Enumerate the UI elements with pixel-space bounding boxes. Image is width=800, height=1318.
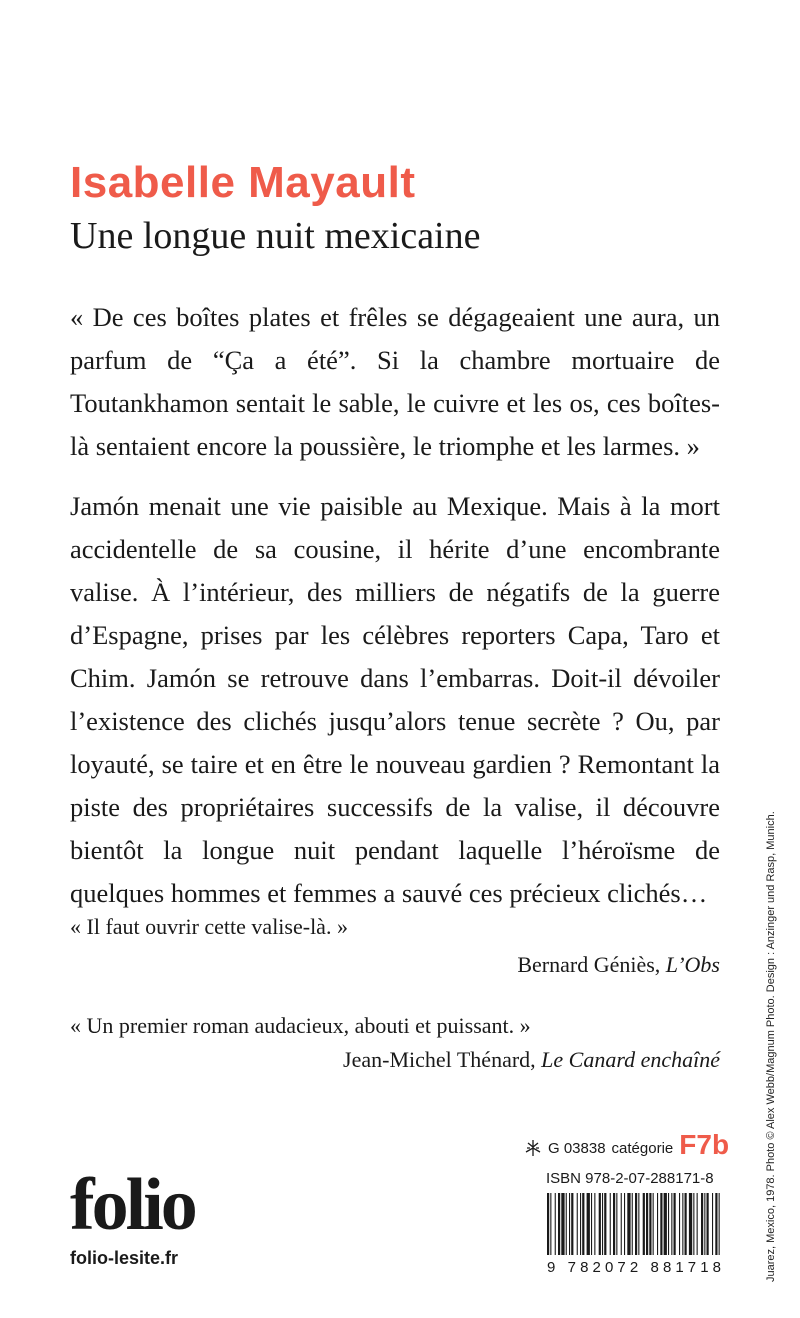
barcode-bars bbox=[547, 1193, 720, 1255]
barcode-bar bbox=[649, 1193, 651, 1255]
barcode-bar bbox=[646, 1193, 648, 1255]
barcode-bar bbox=[561, 1193, 564, 1255]
barcode-bar bbox=[547, 1193, 549, 1255]
barcode-bar bbox=[719, 1193, 720, 1255]
barcode-bar bbox=[604, 1193, 606, 1255]
barcode-bar bbox=[594, 1193, 595, 1255]
barcode-bar bbox=[679, 1193, 680, 1255]
review-source-2: Le Canard enchaîné bbox=[541, 1047, 720, 1072]
review-source-1: L’Obs bbox=[665, 952, 720, 977]
folio-logo: folio bbox=[70, 1164, 195, 1246]
barcode-bar bbox=[582, 1193, 584, 1255]
barcode-bar bbox=[566, 1193, 567, 1255]
barcode-bar bbox=[624, 1193, 625, 1255]
review-attribution-2 bbox=[343, 1047, 720, 1073]
catalog-line bbox=[524, 1129, 730, 1160]
barcode-bar bbox=[577, 1193, 578, 1255]
review-quote-2: « Un premier roman audacieux, abouti et puissant. » bbox=[70, 1013, 531, 1038]
barcode-bar bbox=[602, 1193, 603, 1255]
barcode-bar bbox=[693, 1193, 694, 1255]
review-author-2: Jean-Michel Thénard, bbox=[343, 1047, 536, 1072]
book-title: Une longue nuit mexicaine bbox=[70, 215, 481, 257]
barcode-bar bbox=[635, 1193, 637, 1255]
isbn-barcode bbox=[545, 1193, 723, 1275]
barcode-bar bbox=[571, 1193, 573, 1255]
barcode-bar bbox=[638, 1193, 639, 1255]
photo-design-credit: Juarez, Mexico, 1978. Photo © Alex Webb/Magnum Photo. Design : Anzinger und Rasp, Munich. bbox=[765, 811, 777, 1282]
barcode-bar bbox=[569, 1193, 570, 1255]
review-attribution-1 bbox=[517, 952, 720, 978]
category-label: catégorie bbox=[611, 1140, 674, 1157]
barcode-bar bbox=[664, 1193, 667, 1255]
barcode-bar bbox=[712, 1193, 713, 1255]
author-name: Isabelle Mayault bbox=[70, 158, 416, 207]
barcode-bar bbox=[701, 1193, 703, 1255]
barcode-bar bbox=[653, 1193, 654, 1255]
barcode-bar bbox=[704, 1193, 705, 1255]
barcode-bar bbox=[587, 1193, 590, 1255]
isbn: ISBN 978-2-07-288171-8 bbox=[546, 1170, 714, 1187]
barcode-bar bbox=[621, 1193, 622, 1255]
barcode-bar bbox=[697, 1193, 698, 1255]
barcode-bar bbox=[555, 1193, 556, 1255]
barcode-bar bbox=[715, 1193, 717, 1255]
barcode-bar bbox=[558, 1193, 560, 1255]
review-author-1: Bernard Géniès, bbox=[517, 952, 661, 977]
excerpt-quote: « De ces boîtes plates et frêles se dégageaient une aura, un parfum de “Ça a été”. Si la chambre mortuaire de Toutankhamon sentait le sable, le cuivre et les os, ces boîtes-là sentaient encore la poussière, le triomphe et les larmes. » bbox=[70, 302, 720, 461]
barcode-bar bbox=[689, 1193, 692, 1255]
gallimard-emblem-icon bbox=[524, 1139, 542, 1157]
barcode-bar bbox=[643, 1193, 645, 1255]
barcode-bar bbox=[682, 1193, 683, 1255]
barcode-bar bbox=[668, 1193, 669, 1255]
barcode-bar bbox=[613, 1193, 615, 1255]
barcode-bar bbox=[674, 1193, 676, 1255]
barcode-bar bbox=[707, 1193, 709, 1255]
barcode-bar bbox=[610, 1193, 611, 1255]
barcode-bar bbox=[632, 1193, 633, 1255]
category-code: F7b bbox=[679, 1129, 730, 1160]
barcode-bar bbox=[660, 1193, 662, 1255]
review-quote-1: « Il faut ouvrir cette valise-là. » bbox=[70, 914, 348, 939]
book-summary: Jamón menait une vie paisible au Mexique. Mais à la mort accidentelle de sa cousine, il hérite d’une encombrante valise. À l’intérieur, des milliers de négatifs de la guerre d’Espagne, prises par les célèbres reporters Capa, Taro et Chim. Jamón se retrouve dans l’embarras. Doit-il dévoiler l’existence des clichés jusqu’alors tenue secrète ? Ou, par loyauté, se taire et en être le nouveau gardien ? Remontant la piste des propriétaires successifs de la valise, il découvre bientôt la longue nuit pendant laquelle l’héroïsme de quelques hommes et femmes a sauvé ces précieux clichés… bbox=[70, 491, 720, 908]
barcode-bar bbox=[550, 1193, 551, 1255]
barcode-bar bbox=[616, 1193, 617, 1255]
catalog-code: G 03838 bbox=[548, 1140, 606, 1157]
barcode-bar bbox=[685, 1193, 687, 1255]
barcode-digits: 9 782072 881718 bbox=[547, 1259, 721, 1275]
barcode-bar bbox=[657, 1193, 658, 1255]
publisher-site: folio-lesite.fr bbox=[70, 1248, 179, 1268]
barcode-bar bbox=[580, 1193, 581, 1255]
barcode-bar bbox=[599, 1193, 601, 1255]
barcode-bar bbox=[671, 1193, 672, 1255]
barcode-bar bbox=[627, 1193, 630, 1255]
barcode-bar bbox=[591, 1193, 592, 1255]
